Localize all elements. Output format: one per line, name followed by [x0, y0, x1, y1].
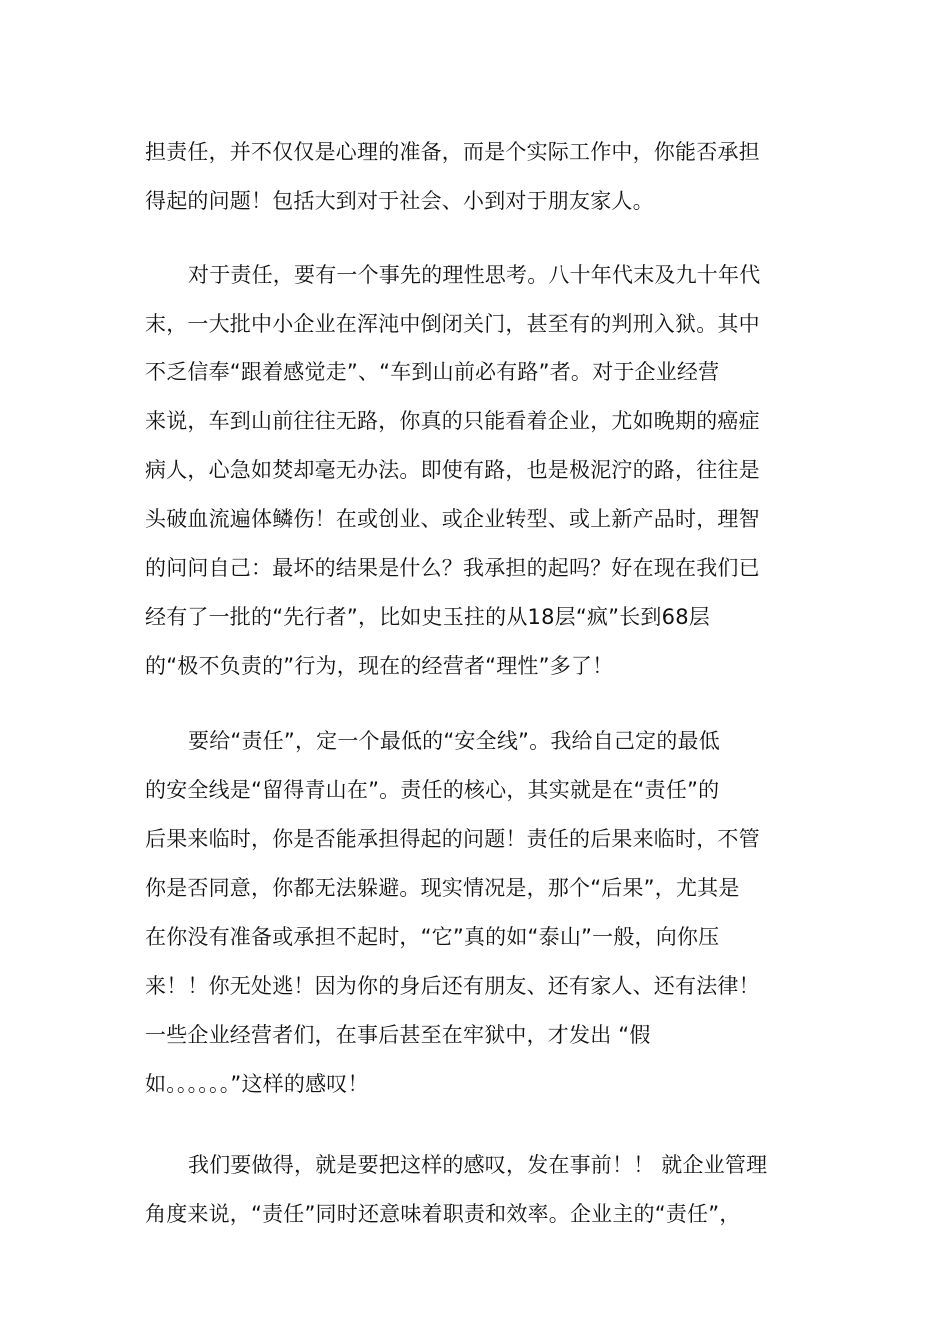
- text-line: 末，一大批中小企业在浑沌中倒闭关门，甚至有的判刑入狱。其中: [145, 312, 760, 336]
- text-line: 的问问自己：最坏的结果是什么？我承担的起吗？好在现在我们已: [145, 556, 760, 580]
- text-line: 来！！你无处逃！因为你的身后还有朋友、还有家人、还有法律！: [145, 974, 760, 998]
- text-line: 一些企业经营者们，在事后甚至在牢狱中，才发出 “假: [145, 1023, 651, 1047]
- text-line: 经有了一批的“先行者”，比如史玉拄的从18层“疯”长到68层: [145, 605, 710, 629]
- text-line: 角度来说，“责任”同时还意味着职责和效率。企业主的“责任”，: [145, 1202, 741, 1226]
- text-line: 得起的问题！包括大到对于社会、小到对于朋友家人。: [145, 189, 654, 213]
- text-line: 来说，车到山前往往无路，你真的只能看着企业，尤如晚期的癌症: [145, 409, 760, 433]
- text-line: 后果来临时，你是否能承担得起的问题！责任的后果来临时，不管: [145, 827, 760, 851]
- text-line: 在你没有准备或承担不起时，“它”真的如“泰山”一般，向你压: [145, 925, 720, 949]
- paragraph-first-line: 对于责任，要有一个事先的理性思考。八十年代末及九十年代: [188, 263, 761, 287]
- text-line: 的“极不负责的”行为，现在的经营者“理性”多了！: [145, 654, 614, 678]
- text-line: 病人，心急如焚却毫无办法。即使有路，也是极泥泞的路，往往是: [145, 458, 760, 482]
- paragraph-first-line: 我们要做得，就是要把这样的感叹，发在事前！！ 就企业管理: [188, 1153, 768, 1177]
- text-line: 如。。。。。。”这样的感叹！: [145, 1072, 369, 1096]
- text-line: 担责任，并不仅仅是心理的准备，而是个实际工作中，你能否承担: [145, 140, 760, 164]
- text-line: 不乏信奉“跟着感觉走”、“车到山前必有路”者。对于企业经营: [145, 360, 720, 384]
- text-line: 你是否同意，你都无法躲避。现实情况是，那个“后果”，尤其是: [145, 876, 740, 900]
- text-line: 的安全线是“留得青山在”。责任的核心，其实就是在“责任”的: [145, 778, 720, 802]
- text-line: 头破血流遍体鳞伤！在或创业、或企业转型、或上新产品时，理智: [145, 507, 760, 531]
- paragraph-first-line: 要给“责任”，定一个最低的“安全线”。我给自己定的最低: [188, 729, 720, 753]
